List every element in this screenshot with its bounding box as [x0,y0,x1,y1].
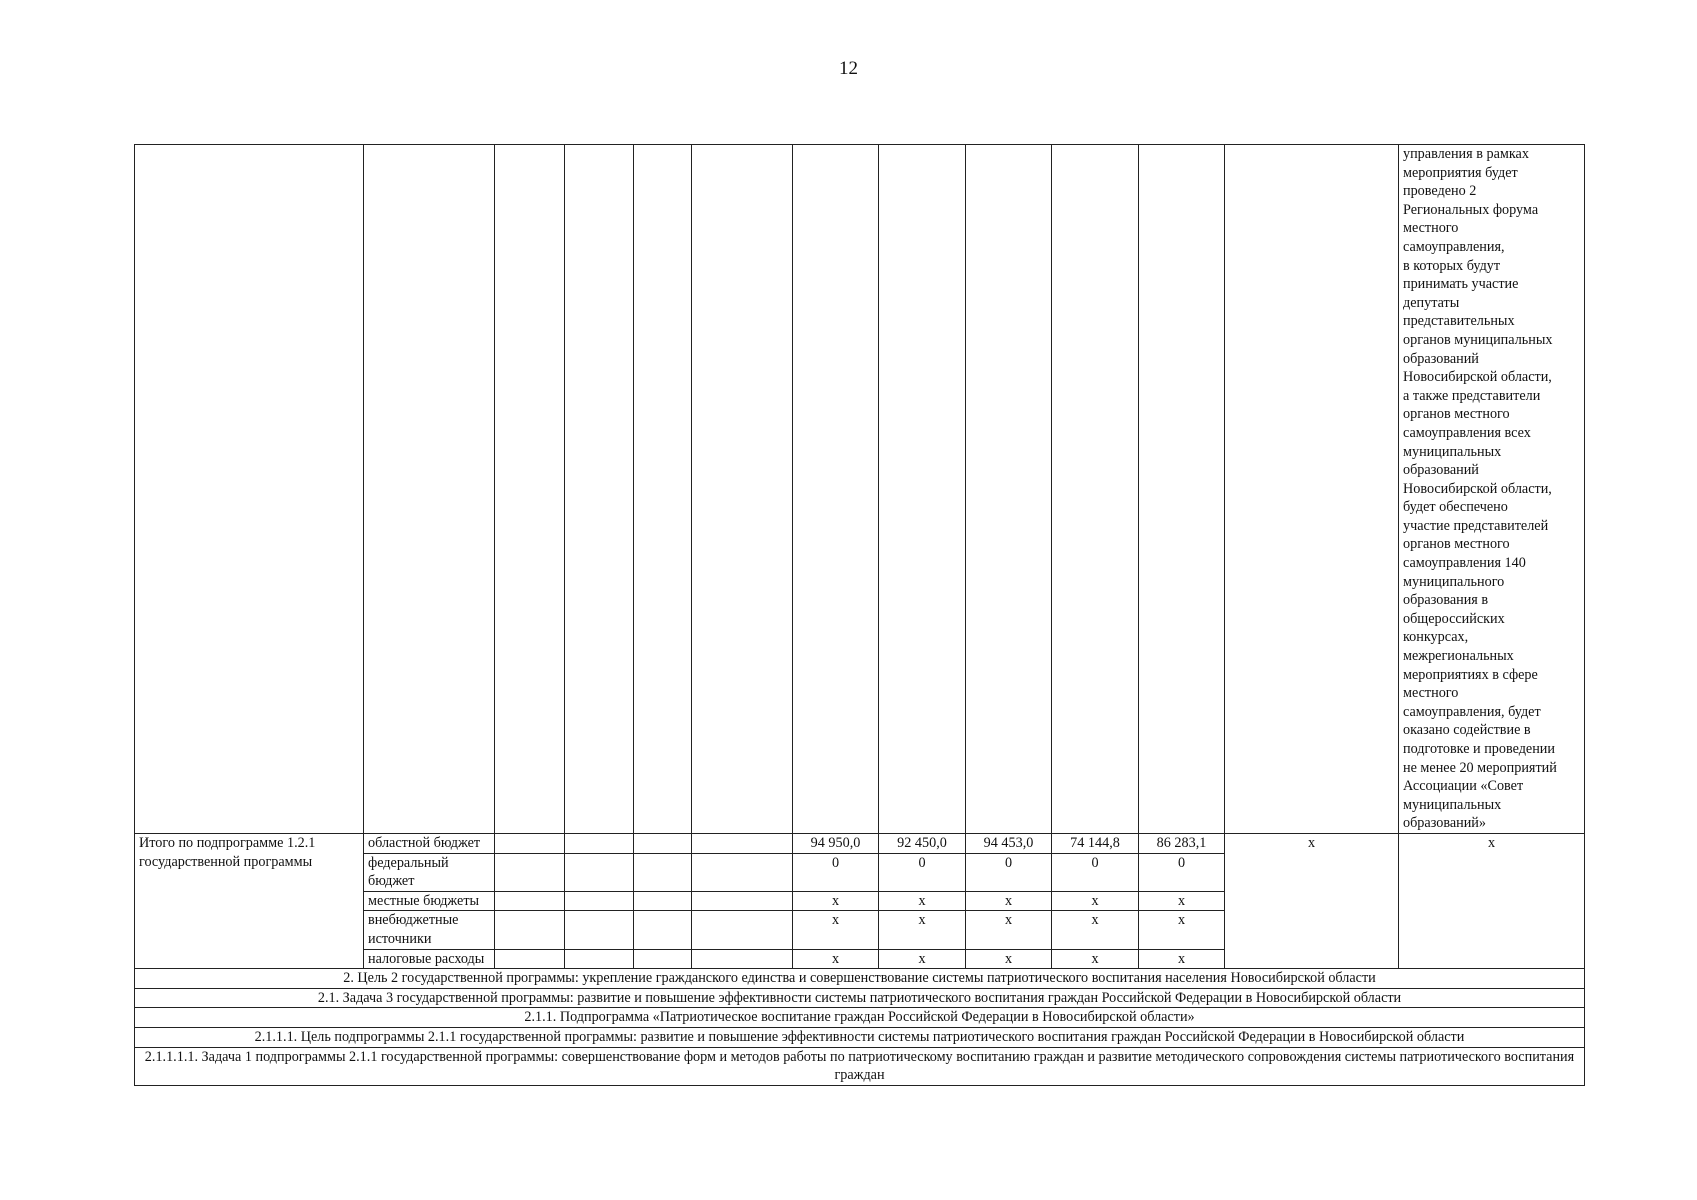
description-line: Ассоциации «Совет [1403,778,1524,795]
description-line: депутаты [1403,294,1460,311]
description-line: самоуправления всех [1403,424,1531,441]
description-line: участие представителей [1403,517,1549,534]
description-line: подготовке и проведении [1403,741,1555,757]
cell-empty [565,911,634,949]
cell-empty [634,891,692,911]
cell-empty [495,833,565,853]
description-line: местного [1403,685,1459,702]
cell-empty [565,853,634,891]
description-line: муниципальных [1403,796,1502,813]
description-line: мероприятия будет [1403,164,1518,181]
section-heading: 2.1.1.1.1. Задача 1 подпрограммы 2.1.1 государственной программы: совершенствование форм и методов работы по патриотическому воспитанию граждан и развитие методического сопровождения системы патриотического воспитания граждан [135,1047,1585,1085]
description-line: органов местного [1403,406,1510,423]
program-table [134,144,1585,1086]
section-heading: 2.1.1. Подпрограмма «Патриотическое воспитание граждан Российской Федерации в Новосибирской области» [135,1008,1585,1028]
description-line: муниципальных [1403,443,1502,460]
section-heading: 2.1. Задача 3 государственной программы: развитие и повышение эффективности системы патриотического воспитания граждан Российской Федерации в Новосибирской области [135,988,1585,1008]
cell-empty [634,911,692,949]
cell-empty [966,145,1052,834]
cell-empty [634,833,692,853]
value-cell: x [879,891,966,911]
funding-source: областной бюджет [364,833,495,853]
description-line: органов муниципальных [1403,331,1553,348]
description-line: самоуправления, будет [1403,703,1541,720]
continued-row [135,145,1585,834]
funding-source: налоговые расходы [364,949,495,969]
funding-source: федеральный бюджет [364,853,495,891]
description-line: конкурсах, [1403,629,1469,646]
value-cell: x [1139,891,1225,911]
description-line: самоуправления 140 [1403,555,1526,572]
cell-empty [364,145,495,834]
cell-empty [495,949,565,969]
value-cell: x [1052,949,1139,969]
value-cell: 0 [1052,853,1139,891]
cell-empty [565,145,634,834]
value-cell: x [1139,949,1225,969]
description-line: не менее 20 мероприятий [1403,759,1557,776]
cell-empty [692,949,793,969]
cell-empty [692,833,793,853]
value-cell: 94 950,0 [793,833,879,853]
description-line: в которых будут [1403,257,1501,274]
value-cell: x [966,911,1052,949]
value-cell: 0 [793,853,879,891]
total-row-regional [135,833,1585,853]
value-cell: x [1052,891,1139,911]
cell-empty [495,853,565,891]
description-line: принимать участие [1403,276,1519,293]
cell-empty [692,911,793,949]
description-line: межрегиональных [1403,648,1514,665]
value-cell: x [966,891,1052,911]
subprogram-row [135,1008,1585,1028]
description-line: образований [1403,350,1479,367]
description-line: проведено 2 [1403,183,1477,200]
value-cell: x [793,891,879,911]
value-cell: 0 [966,853,1052,891]
description-line: Новосибирской области, [1403,369,1552,386]
value-cell: 0 [879,853,966,891]
cell-empty [793,145,879,834]
cell-empty [495,145,565,834]
cell-empty [495,891,565,911]
value-cell: x [1052,911,1139,949]
value-cell: 0 [1139,853,1225,891]
cell-empty [692,891,793,911]
section-heading: 2.1.1.1. Цель подпрограммы 2.1.1 государственной программы: развитие и повышение эффективности системы патриотического воспитания граждан Российской Федерации в Новосибирской области [135,1027,1585,1047]
funding-source: внебюджетные источники [364,911,495,949]
description-line: органов местного [1403,536,1510,553]
cell-empty [565,891,634,911]
cell-empty [634,853,692,891]
executor-cell: x [1225,833,1399,968]
funding-source: местные бюджеты [364,891,495,911]
value-cell: x [879,911,966,949]
cell-empty [879,145,966,834]
total-label: Итого по подпрограмме 1.2.1 государственной программы [135,833,364,968]
description-line: образований» [1403,815,1486,832]
cell-empty [634,949,692,969]
description-line: образования в [1403,592,1489,609]
cell-empty [692,853,793,891]
cell-empty [1225,145,1399,834]
cell-empty [135,145,364,834]
value-cell: x [966,949,1052,969]
value-cell: x [793,949,879,969]
result-cell: x [1399,833,1585,968]
subprogram-goal-row [135,1027,1585,1047]
cell-empty [495,911,565,949]
section-heading: 2. Цель 2 государственной программы: укрепление гражданского единства и совершенствование системы патриотического воспитания населения Новосибирской области [135,969,1585,989]
cell-empty [692,145,793,834]
description-line: представительных [1403,313,1515,330]
cell-empty [565,949,634,969]
description-line: оказано содействие в [1403,722,1531,739]
task-row [135,988,1585,1008]
description-line: Новосибирской области, [1403,480,1552,497]
expected-result-description [1399,145,1585,834]
cell-empty [565,833,634,853]
cell-empty [634,145,692,834]
goal-row [135,969,1585,989]
description-line: муниципального [1403,573,1505,590]
value-cell: 92 450,0 [879,833,966,853]
subprogram-task-row [135,1047,1585,1085]
description-line: местного [1403,220,1459,237]
cell-empty [1139,145,1225,834]
description-line: общероссийских [1403,610,1505,627]
value-cell: x [879,949,966,969]
description-line: мероприятиях в сфере [1403,666,1538,683]
value-cell: 74 144,8 [1052,833,1139,853]
description-line: самоуправления, [1403,238,1505,255]
description-line: будет обеспечено [1403,499,1508,516]
value-cell: 86 283,1 [1139,833,1225,853]
value-cell: x [1139,911,1225,949]
page-number: 12 [839,58,858,79]
description-line: а также представители [1403,387,1541,404]
description-line: Региональных форума [1403,201,1539,218]
value-cell: 94 453,0 [966,833,1052,853]
description-line: образований [1403,462,1479,479]
cell-empty [1052,145,1139,834]
description-line: управления в рамках [1403,146,1529,162]
value-cell: x [793,911,879,949]
